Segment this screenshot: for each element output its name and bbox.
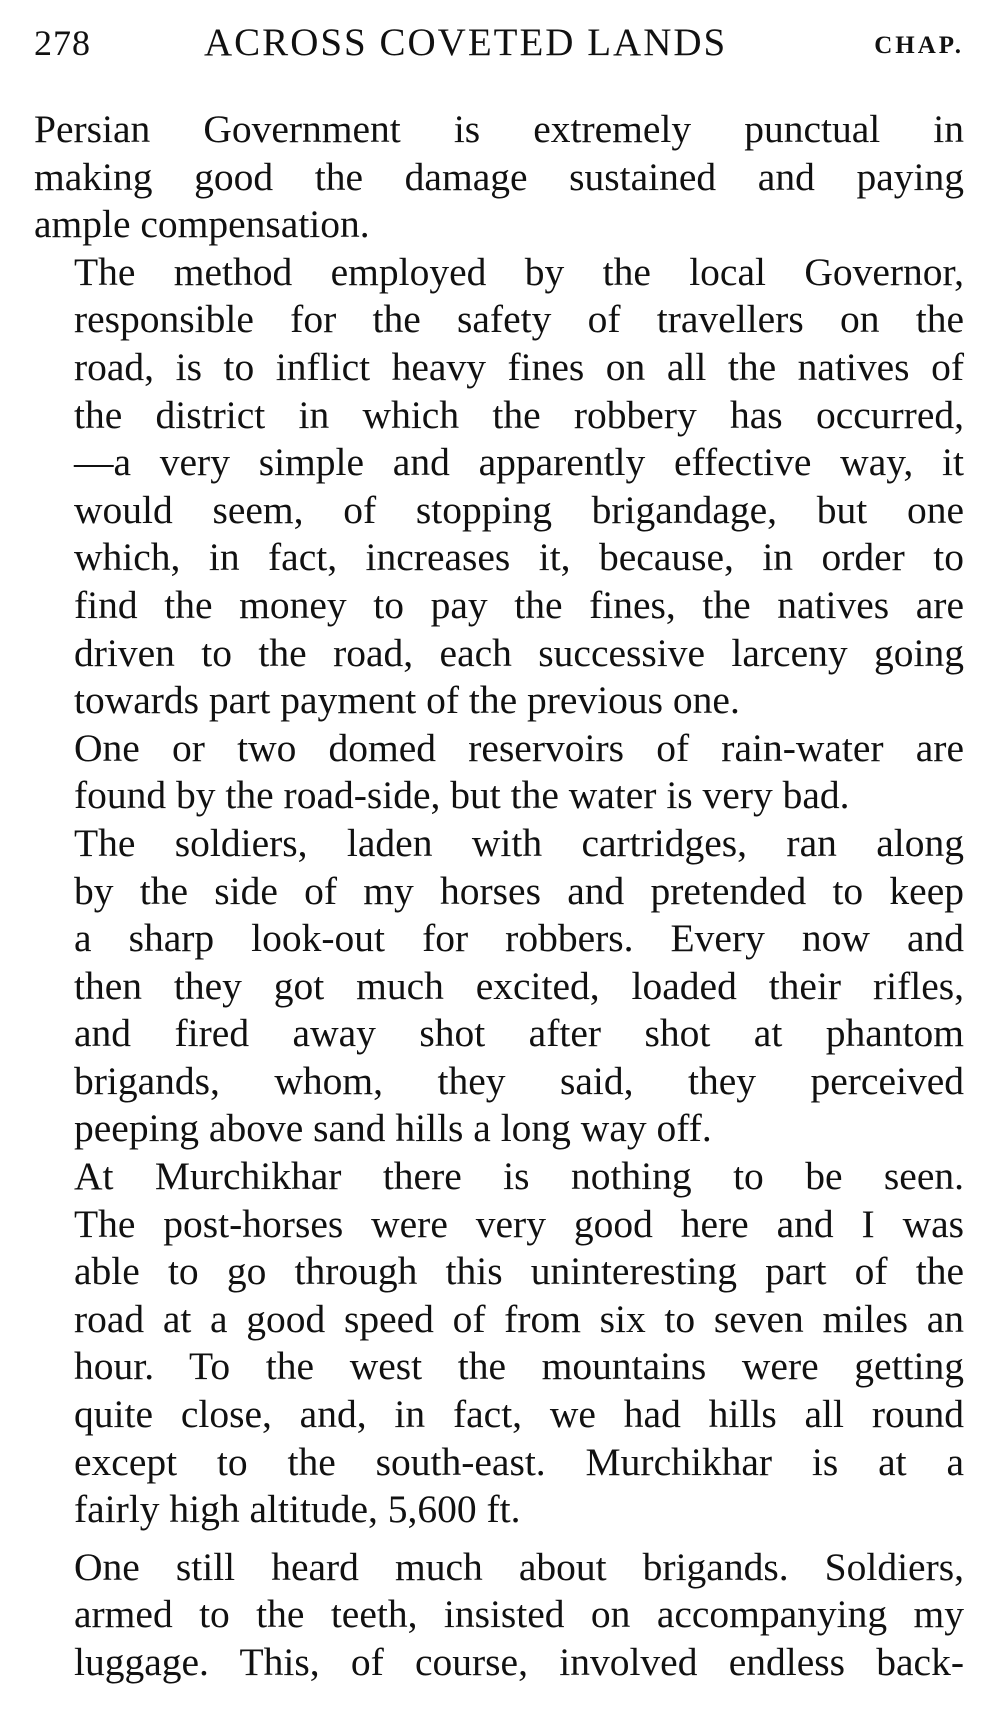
paragraph-1	[34, 106, 964, 249]
text-line: The method employed by the local Governor,	[74, 249, 964, 294]
text-line: One still heard much about brigands. Soldiers,	[74, 1544, 964, 1589]
text-line: able to go through this uninteresting part of the	[74, 1249, 964, 1294]
text-line: and fired away shot after shot at phantom	[74, 1011, 964, 1056]
paragraph-3	[34, 725, 964, 820]
text-line: responsible for the safety of travellers on the	[74, 297, 964, 342]
text-line: Persian Government is extremely punctual in	[34, 107, 964, 151]
text-line: find the money to pay the fines, the natives are	[74, 582, 964, 627]
text-line: quite close, and, in fact, we had hills all round	[74, 1392, 964, 1437]
chapter-label: CHAP.	[874, 32, 964, 59]
body-text	[34, 106, 964, 1687]
text-line: At Murchikhar there is nothing to be seen.	[74, 1154, 964, 1199]
text-line: —a very simple and apparently effective way, it	[74, 440, 964, 485]
text-line: making good the damage sustained and paying	[34, 154, 964, 199]
text-line: road at a good speed of from six to seven miles an	[74, 1296, 964, 1341]
text-line: luggage. This, of course, involved endless back-	[74, 1640, 964, 1684]
text-line: peeping above sand hills a long way off.	[74, 1106, 712, 1151]
paragraph-2	[34, 249, 964, 725]
text-line: which, in fact, increases it, because, in order to	[74, 535, 964, 580]
text-line: The post-horses were very good here and I was	[74, 1201, 964, 1246]
text-line: hour. To the west the mountains were getting	[74, 1344, 964, 1389]
paragraph-gap	[34, 1534, 964, 1544]
text-line: the district in which the robbery has occurred,	[74, 392, 964, 437]
text-line: ample compensation.	[34, 202, 370, 247]
paragraph-6	[34, 1544, 964, 1687]
text-line: driven to the road, each successive larceny going	[74, 630, 964, 675]
text-line: by the side of my horses and pretended to keep	[74, 868, 964, 913]
text-line: a sharp look-out for robbers. Every now and	[74, 916, 964, 961]
text-line: The soldiers, laden with cartridges, ran along	[74, 820, 964, 865]
text-line: then they got much excited, loaded their rifles,	[74, 963, 964, 1008]
text-line: would seem, of stopping brigandage, but one	[74, 487, 964, 532]
text-line: towards part payment of the previous one.	[74, 678, 740, 723]
text-line: brigands, whom, they said, they perceived	[74, 1058, 964, 1103]
text-line: except to the south-east. Murchikhar is at a	[74, 1439, 964, 1484]
running-head	[34, 20, 964, 70]
book-title: ACROSS COVETED LANDS	[204, 21, 728, 64]
text-line: One or two domed reservoirs of rain-water are	[74, 725, 964, 770]
text-line: found by the road-side, but the water is very bad.	[74, 773, 850, 818]
page-number: 278	[34, 23, 91, 63]
paragraph-5	[34, 1153, 964, 1534]
text-line: road, is to inflict heavy fines on all the natives of	[74, 344, 964, 389]
text-line: armed to the teeth, insisted on accompanying my	[74, 1592, 964, 1637]
paragraph-4	[34, 820, 964, 1153]
text-line: fairly high altitude, 5,600 ft.	[74, 1487, 521, 1532]
